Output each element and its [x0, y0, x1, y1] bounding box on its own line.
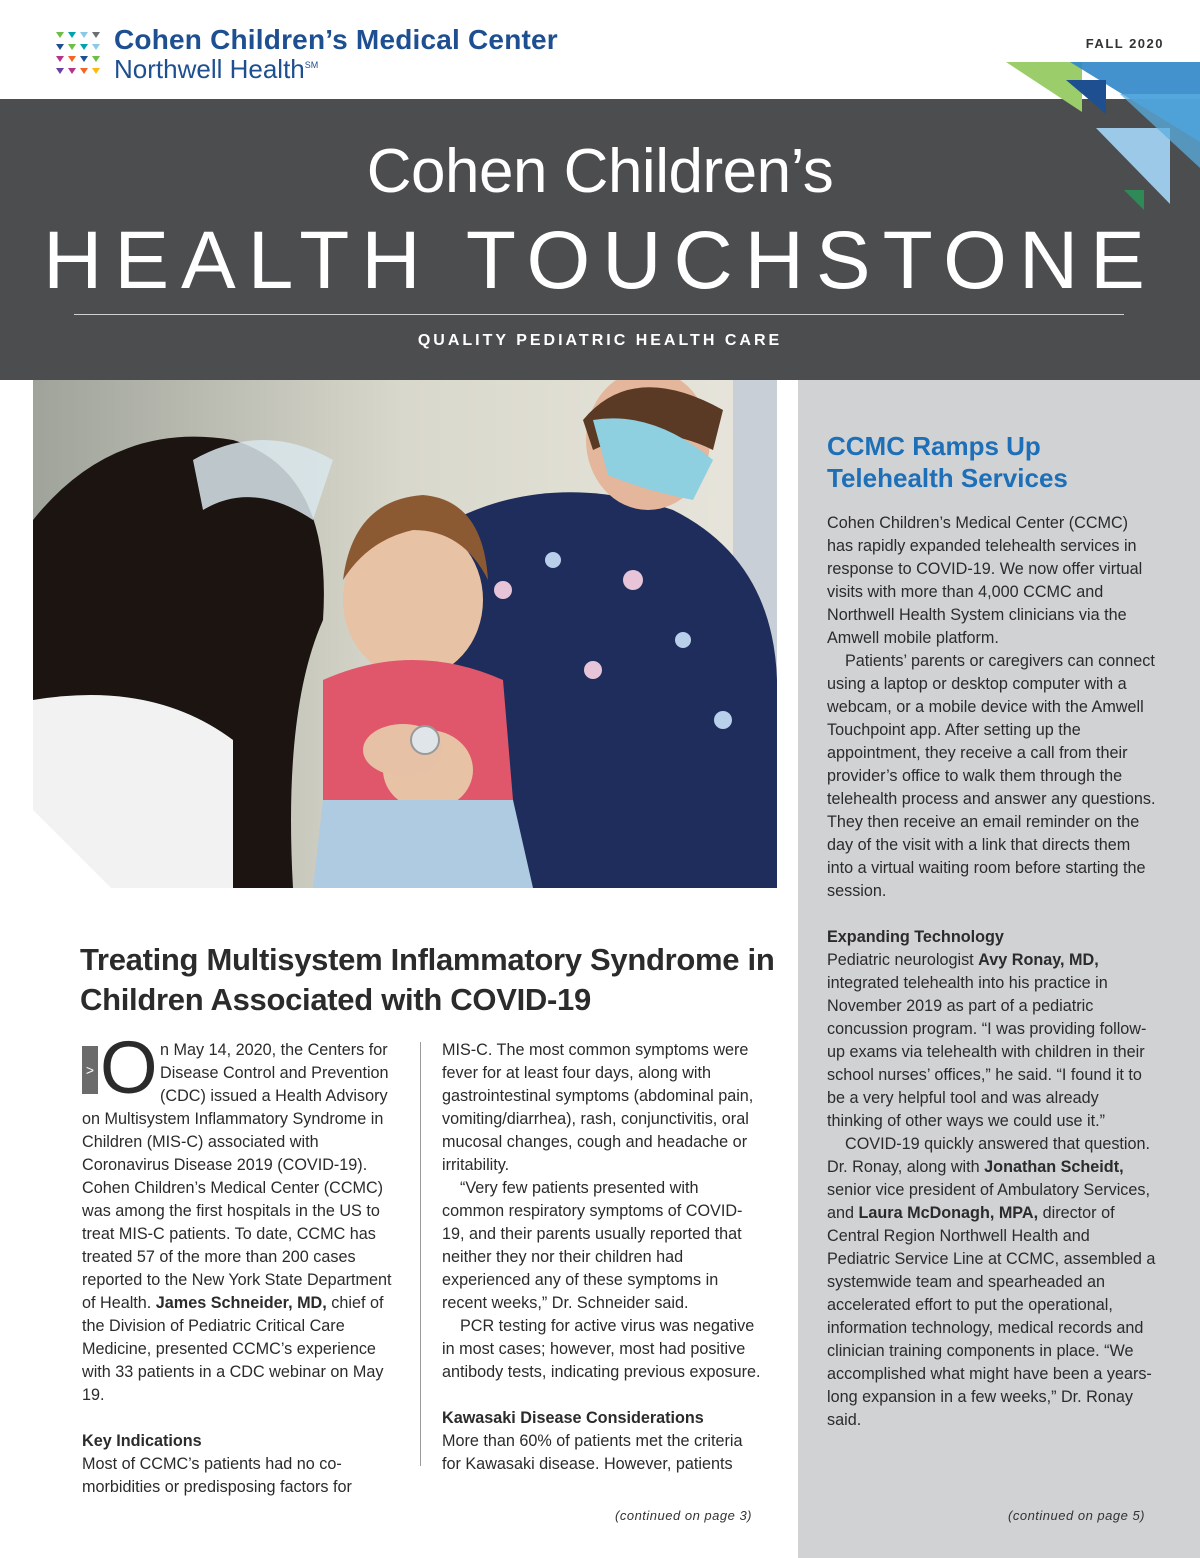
sidebar-paragraph-2: Patients’ parents or caregivers can connect using a laptop or desktop computer with a webcam, or a mobile device with the Amwell Touchpoint app. After setting up the appointment, they receive a call from their provider’s office to walk them through the telehealth process and answer any questions. They then receive an email reminder on the day of the visit with a link that directs them into a virtual waiting room before starting the session.	[827, 652, 1156, 900]
dropcap-spacer	[82, 1039, 160, 1105]
sidebar-subhead: Expanding Technology	[827, 928, 1004, 946]
logo-hospital-name: Cohen Children’s Medical Center	[114, 24, 558, 55]
sidebar-paragraph-4: COVID-19 quickly answered that question. Dr. Ronay, along with Jonathan Scheidt, senior vice president of Ambulatory Services, and Laura McDonagh, MPA, director of Central Region Northwell Health and Pediatric Service Line at CCMC, assembled a systemwide team and spearheaded an accelerated effort to put the operational, information technology, medical records and clinician training components in place. “We accomplished what might have been a years-long expansion in a few weeks,” Dr. Ronay said.	[827, 1135, 1156, 1429]
masthead-title-line1: Cohen Children’s	[366, 137, 834, 206]
dropcap-letter: O	[100, 1026, 158, 1109]
sidebar-continued-note: (continued on page 5)	[1008, 1508, 1145, 1523]
article-continued-note: (continued on page 3)	[615, 1508, 752, 1523]
sidebar-paragraph-3: Pediatric neurologist Avy Ronay, MD, integrated telehealth into his practice in November 2019 as part of a pediatric concussion program. “I was providing follow-up exams via telehealth with children in their school nurses’ offices,” he said. “I found it to be a very helpful tool and was already thinking of other ways we could use it.”	[827, 951, 1147, 1130]
cover-photo-illustration	[33, 380, 777, 888]
sidebar-title: CCMC Ramps Up Telehealth Services	[827, 431, 1068, 493]
masthead-tagline: QUALITY PEDIATRIC HEALTH CARE	[417, 332, 783, 349]
person-name-schneider: James Schneider, MD,	[155, 1294, 327, 1312]
cover-photo	[33, 380, 777, 888]
person-name-scheidt: Jonathan Scheidt,	[984, 1158, 1124, 1176]
column-divider	[420, 1042, 421, 1466]
masthead-divider	[74, 314, 1124, 315]
sidebar-paragraph-1: Cohen Children’s Medical Center (CCMC) has rapidly expanded telehealth services in response to COVID-19. We now offer virtual visits with more than 4,000 CCMC and Northwell Health System clinicians via the Amwell mobile platform.	[827, 514, 1143, 647]
dropcap-marker: >	[82, 1046, 98, 1094]
sidebar-body	[827, 512, 1157, 1432]
article-subhead-key-indications: Key Indications	[82, 1432, 202, 1450]
article-column-2	[442, 1039, 764, 1476]
article-column-1	[82, 1039, 404, 1499]
article-title: Treating Multisystem Inflammatory Syndrome in Children Associated with COVID-19	[80, 942, 775, 1017]
article-subhead-kawasaki: Kawasaki Disease Considerations	[442, 1409, 704, 1427]
masthead-title-line2: HEALTH TOUCHSTONE	[43, 215, 1157, 306]
article-paragraph-5: PCR testing for active virus was negative in most cases; however, most had positive antibody tests, indicating previous exposure.	[442, 1317, 761, 1381]
article-paragraph-1: n May 14, 2020, the Centers for Disease Control and Prevention (CDC) issued a Health Advisory on Multisystem Inflammatory Syndrome in Children (MIS-C) associated with Coronavirus Disease 2019 (COVID-19). Cohen Children’s Medical Center (CCMC) was among the first hospitals in the US to treat MIS-C patients. To date, CCMC has treated 57 of the more than 200 cases reported to the New York State Department of Health. James Schneider, MD, chief of the Division of Pediatric Critical Care Medicine, presented CCMC’s experience with 33 patients in a CDC webinar on May 19.	[82, 1041, 392, 1404]
logo-system-name: Northwell Health℠	[114, 54, 319, 84]
issue-date: FALL 2020	[1085, 36, 1164, 51]
article-paragraph-2: Most of CCMC’s patients had no co-morbidities or predisposing factors for	[82, 1455, 352, 1496]
person-name-ronay: Avy Ronay, MD,	[978, 951, 1099, 969]
northwell-logo-icon	[54, 28, 106, 80]
article-paragraph-4: “Very few patients presented with common respiratory symptoms of COVID-19, and their parents usually reported that neither they nor their children had experienced any of these symptoms in recent weeks,” Dr. Schneider said.	[442, 1179, 743, 1312]
article-paragraph-6: More than 60% of patients met the criteria for Kawasaki disease. However, patients	[442, 1432, 743, 1473]
person-name-mcdonagh: Laura McDonagh, MPA,	[858, 1204, 1039, 1222]
article-paragraph-3: MIS-C. The most common symptoms were fever for at least four days, along with gastrointestinal symptoms (abdominal pain, vomiting/diarrhea), rash, conjunctivitis, oral mucosal changes, cough and headache or irritability.	[442, 1041, 754, 1174]
